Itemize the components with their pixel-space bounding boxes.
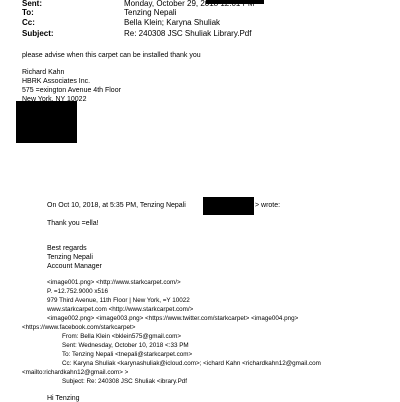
signature-company: HBRK Associates Inc. <box>22 78 91 85</box>
fwd-cc: Cc: Karyna Shuliak <karynashuliak@icloud.com>; <ichard Kahn <richardkahn12@gmail.com <box>62 360 321 367</box>
fwd-mailto: <mailto:richardkahn12@gmail.com> > <box>22 369 129 376</box>
quoted-line-image001: <image001.png> <http://www.starkcarpet.com/> <box>47 279 181 286</box>
redaction-bar-quoted-email <box>203 197 254 215</box>
subject-label: Subject: <box>22 29 54 38</box>
quoted-line-address: 979 Third Avenue, 11th Floor | New York, =Y 10022 <box>47 297 190 304</box>
signature-address-line2: New York, NY 10022 <box>22 96 87 103</box>
redaction-bar-signature <box>16 101 77 143</box>
fwd-to: To: Tenzing Nepali <tnepali@starkcarpet.com> <box>62 351 193 358</box>
quoted-sender-name: Tenzing Nepali <box>47 254 93 261</box>
fwd-subject: Subject: Re: 240308 JSC Shuliak <ibrary.Pdf <box>62 378 188 385</box>
quoted-regards: Best regards <box>47 245 87 252</box>
quoted-line-website: www.starkcarpet.com <http://www.starkcarpet.com/> <box>47 306 194 313</box>
signature-name: Richard Kahn <box>22 69 65 76</box>
signature-address-line1: 575 =exington Avenue 4th Floor <box>22 87 121 94</box>
to-value: Tenzing Nepali <box>124 8 177 17</box>
quoted-sender-title: Account Manager <box>47 263 102 270</box>
quoted-thanks: Thank you =ella! <box>47 220 99 227</box>
quoted-line-images: <image002.png> <image003.png> <https://www.twitter.com/starkcarpet> <image004.png> <box>47 315 299 322</box>
sent-value: Monday, October 29, 2018 12:01 PM <box>124 0 255 8</box>
quoted-line-phone: P. =12.752.9000 x516 <box>47 288 108 295</box>
quoted-intro-prefix: On Oct 10, 2018, at 5:35 PM, Tenzing Nepali <box>47 202 186 209</box>
fwd-sent: Sent: Wednesday, October 10, 2018 <:33 PM <box>62 342 189 349</box>
cc-value: Bella Klein; Karyna Shuliak <box>124 18 221 27</box>
quoted-greeting: Hi Tenzing <box>47 395 80 402</box>
subject-value: Re: 240308 JSC Shuliak Library.Pdf <box>124 29 252 38</box>
sent-label: Sent: <box>22 0 42 8</box>
fwd-from: From: Bella Klein <bklein575@gmail.com> <box>62 333 182 340</box>
quoted-intro-suffix: > wrote: <box>255 202 281 209</box>
quoted-line-facebook: <https://www.facebook.com/starkcarpet> <box>22 324 136 331</box>
cc-label: Cc: <box>22 18 35 27</box>
to-label: To: <box>22 8 34 17</box>
message-text: please advise when this carpet can be installed thank you <box>22 52 201 59</box>
